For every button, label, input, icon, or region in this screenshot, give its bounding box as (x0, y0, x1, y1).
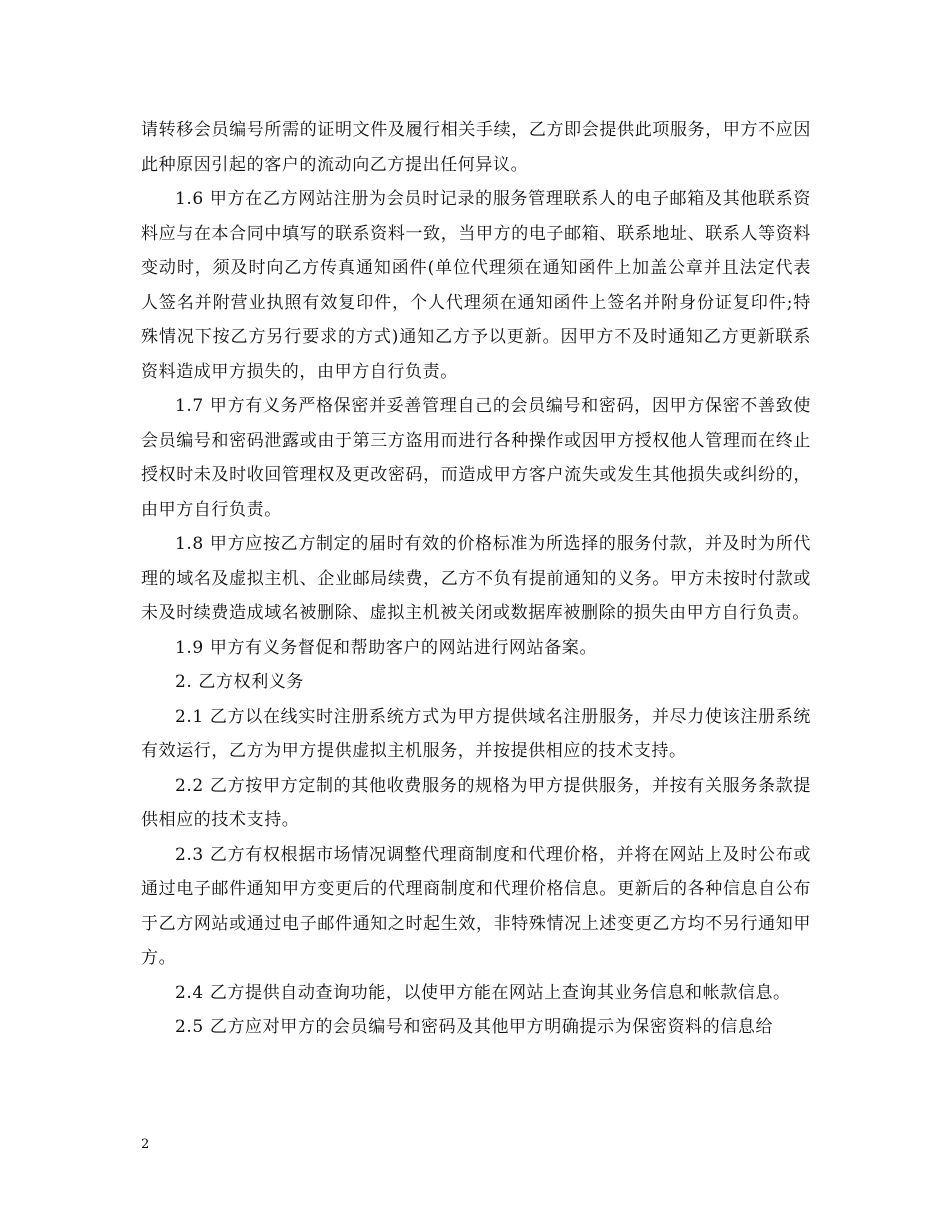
paragraph-1-7: 1.7 甲方有义务严格保密并妥善管理自己的会员编号和密码，因甲方保密不善致使会员编号和密码泄露或由于第三方盗用而进行各种操作或因甲方授权他人管理而在终止授权时未及时收回管理权及更改密码，而造成甲方客户流失或发生其他损失或纠纷的，由甲方自行负责。 (141, 396, 811, 520)
paragraph-2-4: 2.4 乙方提供自动查询功能，以使甲方能在网站上查询其业务信息和帐款信息。 (175, 982, 791, 1003)
paragraph-2-1: 2.1 乙方以在线实时注册系统方式为甲方提供域名注册服务，并尽力使该注册系统有效运行，乙方为甲方提供虚拟主机服务，并按提供相应的技术支持。 (141, 706, 811, 761)
page-number: 2 (141, 1137, 150, 1152)
paragraph-1: 请转移会员编号所需的证明文件及履行相关手续，乙方即会提供此项服务，甲方不应因此种原因引起的客户的流动向乙方提出任何异议。 (141, 120, 811, 175)
paragraph-2-5: 2.5 乙方应对甲方的会员编号和密码及其他甲方明确提示为保密资料的信息给 (175, 1017, 774, 1037)
paragraph-2-3: 2.3 乙方有权根据市场情况调整代理商制度和代理价格，并将在网站上及时公布或通过电子邮件通知甲方变更后的代理商制度和代理价格信息。更新后的各种信息自公布于乙方网站或通过电子邮件通知之时起生效，非特殊情况上述变更乙方均不另行通知甲方。 (141, 844, 811, 968)
section-heading-2: 2. 乙方权利义务 (175, 672, 305, 692)
document-body (141, 113, 811, 1045)
paragraph-2-2: 2.2 乙方按甲方定制的其他收费服务的规格为甲方提供服务，并按有关服务条款提供相应的技术支持。 (141, 775, 811, 830)
paragraph-1-9: 1.9 甲方有义务督促和帮助客户的网站进行网站备案。 (175, 637, 598, 658)
paragraph-1-8: 1.8 甲方应按乙方制定的届时有效的价格标准为所选择的服务付款，并及时为所代理的域名及虚拟主机、企业邮局续费，乙方不负有提前通知的义务。甲方未按时付款或未及时续费造成域名被删除、虚拟主机被关闭或数据库被删除的损失由甲方自行负责。 (141, 534, 811, 623)
paragraph-1-6: 1.6 甲方在乙方网站注册为会员时记录的服务管理联系人的电子邮箱及其他联系资料应与在本合同中填写的联系资料一致，当甲方的电子邮箱、联系地址、联系人等资料变动时，须及时向乙方传真通知函件(单位代理须在通知函件上加盖公章并且法定代表人签名并附营业执照有效复印件，个人代理须在通知函件上签名并附身份证复印件;特殊情况下按乙方另行要求的方式)通知乙方予以更新。因甲方不及时通知乙方更新联系资料造成甲方损失的，由甲方自行负责。 (141, 189, 811, 382)
